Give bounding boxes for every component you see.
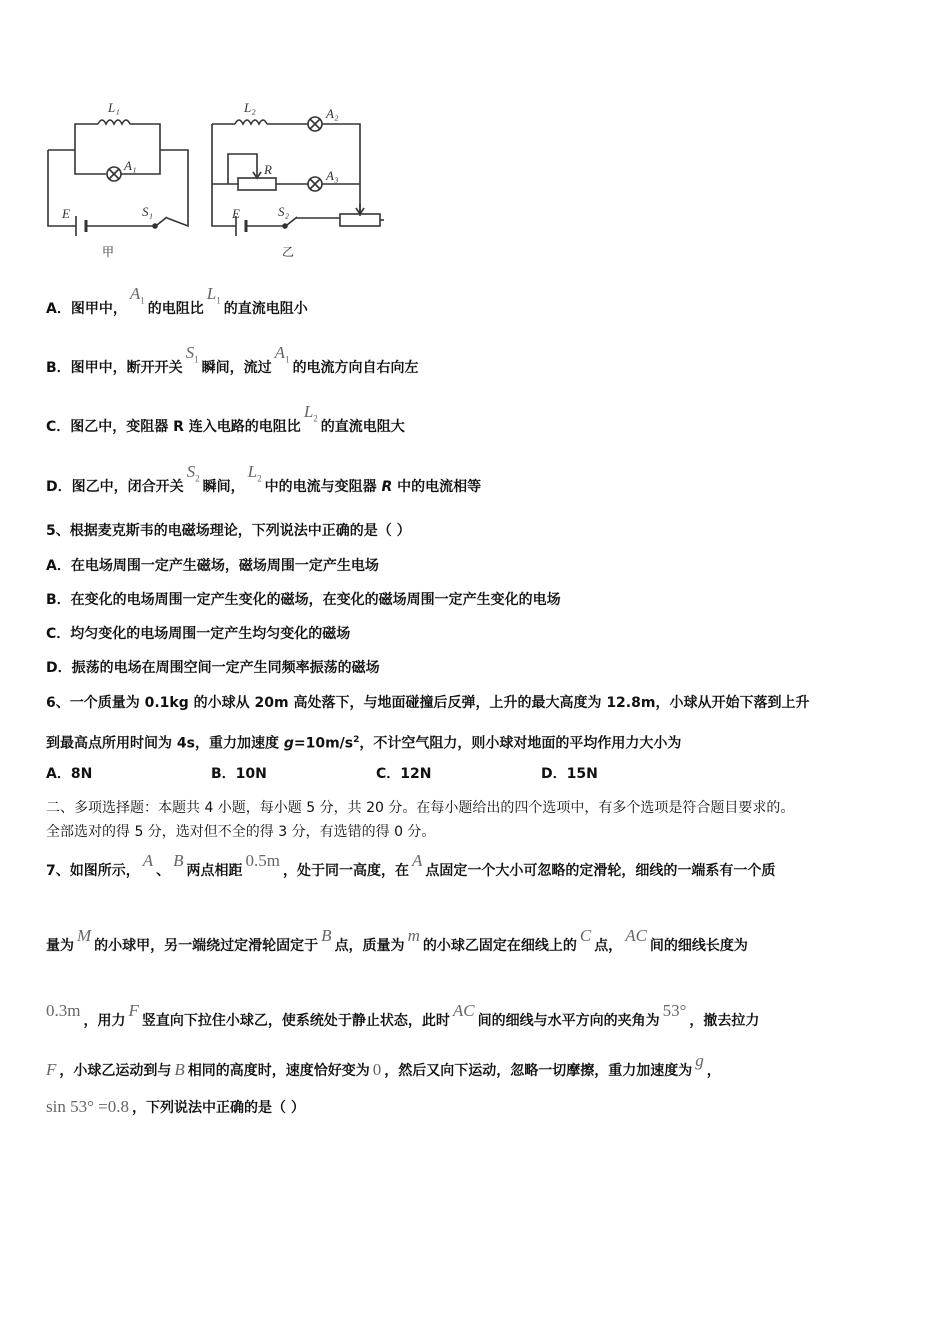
- section2-line1: 二、多项选择题：本题共 4 小题，每小题 5 分，共 20 分。在每小题给出的四个选项中，有多个选项是符合题目要求的。: [46, 800, 795, 816]
- text: 瞬间，: [202, 479, 245, 495]
- caption-yi: 乙: [282, 245, 295, 259]
- text: ，小球乙运动到与: [59, 1063, 172, 1079]
- text: 两点相距: [186, 863, 243, 879]
- math-ac: AC: [452, 1001, 475, 1020]
- text: ，: [706, 1063, 721, 1079]
- text: 中的电流与变阻器: [264, 479, 382, 495]
- math-small-m: m: [407, 926, 420, 945]
- switch-s1-label: S₁: [142, 204, 154, 219]
- text: ，用力: [83, 1013, 126, 1029]
- math-b: B: [173, 851, 184, 870]
- circuit-diagrams: [40, 92, 390, 272]
- q7-line4: [46, 1051, 912, 1081]
- battery-e-left-label: E: [62, 206, 70, 221]
- battery-e-right-label: E: [232, 206, 240, 221]
- math-b: B: [174, 1060, 185, 1079]
- rheostat-r-label: R: [264, 162, 272, 177]
- math-big-m: M: [77, 926, 92, 945]
- text: ，处于同一高度，在: [283, 863, 410, 879]
- math-g: g: [695, 1051, 704, 1070]
- text: =10m/s: [293, 735, 354, 752]
- text: 点，质量为: [334, 938, 405, 954]
- text: 量为: [46, 938, 74, 954]
- math-distance: 0.5m: [245, 851, 281, 870]
- text: 瞬间，流过: [201, 360, 272, 376]
- math-f: F: [46, 1060, 57, 1079]
- text: 、: [156, 863, 171, 879]
- switch-s2-label: S₂: [278, 204, 290, 219]
- q4-option-b: [46, 343, 912, 383]
- text: 的小球乙固定在细线上的: [422, 938, 577, 954]
- lamp-a1-label: A₁: [124, 158, 137, 173]
- math-a1: $A_1$: [274, 343, 290, 365]
- lamp-a2-label: A₂: [326, 106, 339, 121]
- text: ，然后又向下运动，忽略一切摩擦，重力加速度为: [384, 1063, 693, 1079]
- q6-line2: [46, 730, 912, 754]
- text: D．图乙中，闭合开关: [46, 479, 184, 495]
- text: 的电阻比: [147, 301, 204, 317]
- text: 间的细线长度为: [649, 938, 748, 954]
- q6-line1: 6、一个质量为 0.1kg 的小球从 20m 高处落下，与地面碰撞后反弹，上升的最大高度为 12.8m，小球从开始下落到上升: [46, 695, 810, 711]
- q5-option-d: D．振荡的电场在周围空间一定产生同频率振荡的磁场: [46, 660, 380, 676]
- circuit-figure: [40, 92, 390, 272]
- math-sin53: sin 53° =0.8: [46, 1097, 129, 1116]
- q5-option-a: A．在电场周围一定产生磁场，磁场周围一定产生电场: [46, 558, 379, 574]
- math-c: C: [579, 926, 592, 945]
- text: 7、如图所示，: [46, 863, 140, 879]
- math-length: 0.3m: [46, 1001, 81, 1020]
- text: ，撤去拉力: [689, 1013, 760, 1029]
- q7-line5: [46, 1097, 912, 1118]
- text: 竖直向下拉住小球乙，使系统处于静止状态，此时: [141, 1013, 450, 1029]
- q7-line2: [46, 926, 912, 956]
- q4-option-d: [46, 462, 912, 502]
- text: ，不计空气阻力，则小球对地面的平均作用力大小为: [359, 735, 682, 752]
- math-l2: $L_2$: [303, 402, 318, 424]
- q6-option-a: A．8N: [46, 766, 93, 782]
- math-a: A: [142, 851, 154, 870]
- text: ，下列说法中正确的是（ ）: [131, 1100, 305, 1116]
- math-s1: $S_1$: [185, 343, 199, 365]
- math-zero: 0: [372, 1060, 382, 1079]
- q6-option-c: C．12N: [376, 766, 432, 782]
- math-l2: $L_2$: [247, 462, 262, 484]
- q6-option-d: D．15N: [541, 766, 598, 782]
- math-b: B: [321, 926, 332, 945]
- inductor-l2-label: L₂: [244, 100, 256, 115]
- q4-option-a: [46, 284, 912, 324]
- text: B．图甲中，断开开关: [46, 360, 183, 376]
- text: 间的细线与水平方向的夹角为: [477, 1013, 660, 1029]
- text: 到最高点所用时间为 4s，重力加速度: [46, 735, 284, 752]
- q5-option-b: B．在变化的电场周围一定产生变化的磁场，在变化的磁场周围一定产生变化的电场: [46, 592, 561, 608]
- superscript: 2: [353, 735, 360, 745]
- text: C．图乙中，变阻器 R 连入电路的电阻比: [46, 419, 301, 435]
- text: 相同的高度时，速度恰好变为: [187, 1063, 370, 1079]
- text-r: R: [381, 479, 393, 495]
- text: 点，: [594, 938, 623, 954]
- math-a1: $A_1$: [129, 284, 145, 306]
- text: 中的电流相等: [392, 479, 482, 495]
- text: A．图甲中，: [46, 301, 127, 317]
- caption-jia: 甲: [102, 245, 115, 259]
- math-s2: $S_2$: [186, 462, 200, 484]
- math-l1: $L_1$: [206, 284, 221, 306]
- q5-stem: 5、根据麦克斯韦的电磁场理论，下列说法中正确的是（ ）: [46, 523, 411, 539]
- lamp-a3-label: A₃: [326, 168, 339, 183]
- q6-option-b: B．10N: [211, 766, 267, 782]
- section2-line2: 全部选对的得 5 分，选对但不全的得 3 分，有选错的得 0 分。: [46, 824, 436, 840]
- text: 的直流电阻小: [223, 301, 308, 317]
- q4-option-c: [46, 402, 912, 442]
- text: 点固定一个大小可忽略的定滑轮，细线的一端系有一个质: [425, 863, 776, 879]
- text: 的电流方向自右向左: [292, 360, 419, 376]
- math-g: g: [283, 735, 294, 752]
- text: 的小球甲，另一端绕过定滑轮固定于: [94, 938, 319, 954]
- q6-options: [46, 764, 912, 784]
- math-a: A: [412, 851, 423, 870]
- math-f: F: [128, 1001, 139, 1020]
- q5-option-c: C．均匀变化的电场周围一定产生均匀变化的磁场: [46, 626, 351, 642]
- text: 的直流电阻大: [320, 419, 405, 435]
- math-ac: AC: [625, 926, 647, 945]
- math-angle: 53°: [662, 1001, 687, 1020]
- inductor-l1-label: L₁: [108, 100, 120, 115]
- q7-line1: [46, 851, 912, 881]
- q7-line3: [46, 1001, 912, 1031]
